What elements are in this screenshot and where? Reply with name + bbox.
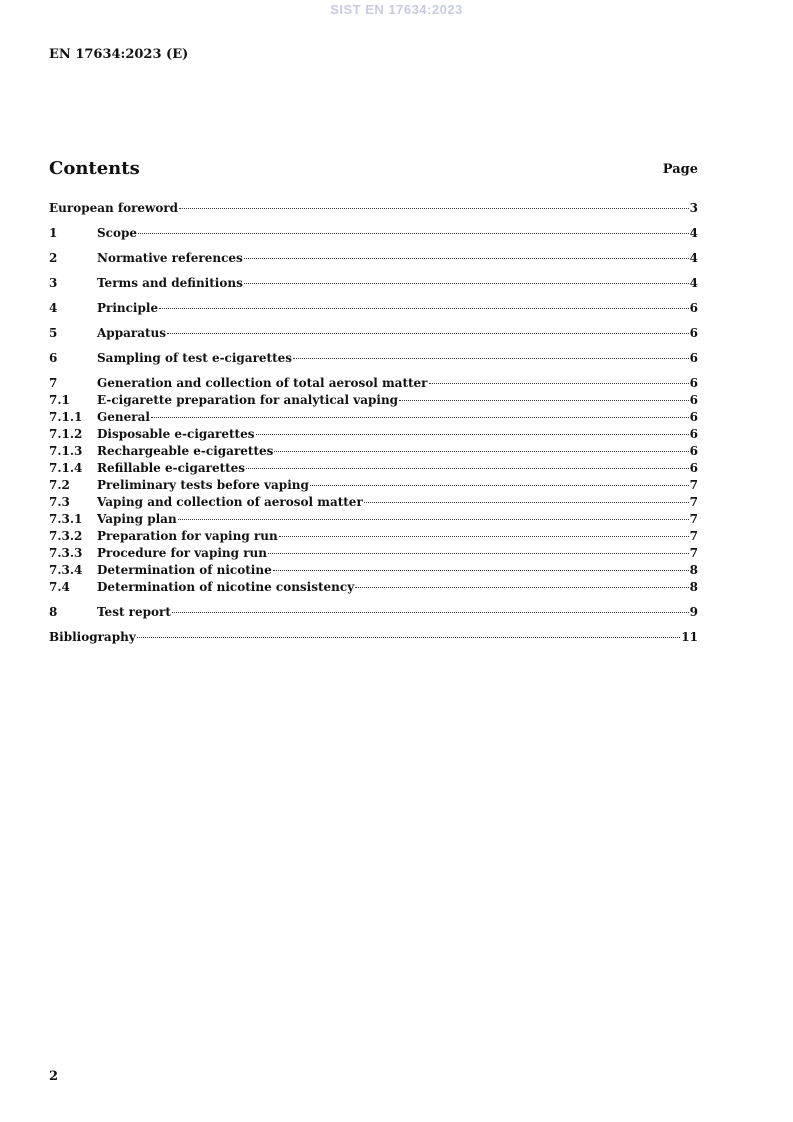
toc-entry[interactable] bbox=[49, 511, 698, 528]
toc-entry-page: 9 bbox=[689, 605, 698, 619]
toc-entry[interactable] bbox=[49, 562, 698, 579]
toc-entry-page: 6 bbox=[689, 410, 698, 424]
toc-entry-title: European foreword bbox=[49, 201, 179, 215]
toc-entry-page: 7 bbox=[689, 529, 698, 543]
toc-entry-title: Test report bbox=[97, 605, 171, 619]
toc-leader-dots bbox=[399, 400, 689, 401]
toc-entry-page: 7 bbox=[689, 546, 698, 560]
page-number: 2 bbox=[49, 1069, 59, 1084]
toc-entry-number: 7.4 bbox=[49, 580, 70, 594]
toc-entry-number: 6 bbox=[49, 351, 58, 365]
toc-entry-number: 7.1 bbox=[49, 393, 70, 407]
toc-entry-number: 7.1.1 bbox=[49, 410, 83, 424]
toc-entry[interactable] bbox=[49, 494, 698, 511]
toc-entry[interactable] bbox=[49, 477, 698, 494]
toc-entry[interactable] bbox=[49, 629, 698, 646]
toc-entry[interactable] bbox=[49, 545, 698, 562]
toc-leader-dots bbox=[364, 502, 689, 503]
toc-entry-number: 7.3.1 bbox=[49, 512, 83, 526]
toc-entry-number: 7.3.3 bbox=[49, 546, 83, 560]
toc-entry-number: 7.3 bbox=[49, 495, 70, 509]
toc-entry-page: 6 bbox=[689, 461, 698, 475]
toc-entry-page: 7 bbox=[689, 495, 698, 509]
toc-entry[interactable] bbox=[49, 200, 698, 217]
toc-entry[interactable] bbox=[49, 579, 698, 596]
toc-leader-dots bbox=[274, 451, 688, 452]
toc-entry-page: 8 bbox=[689, 563, 698, 577]
toc-leader-dots bbox=[159, 308, 689, 309]
toc-entry-number: 7.1.2 bbox=[49, 427, 83, 441]
toc-leader-dots bbox=[355, 587, 688, 588]
toc-entry-page: 6 bbox=[689, 326, 698, 340]
toc-entry-title: Generation and collection of total aerosol matter bbox=[97, 376, 428, 390]
toc-entry-number: 7.2 bbox=[49, 478, 70, 492]
toc-entry[interactable] bbox=[49, 275, 698, 292]
toc-entry-title: Vaping plan bbox=[97, 512, 177, 526]
toc-entry-page: 6 bbox=[689, 351, 698, 365]
toc-entry-number: 8 bbox=[49, 605, 58, 619]
toc-leader-dots bbox=[256, 434, 689, 435]
toc-entry[interactable] bbox=[49, 325, 698, 342]
toc-entry[interactable] bbox=[49, 392, 698, 409]
toc-entry[interactable] bbox=[49, 426, 698, 443]
toc-entry-number: 7.3.2 bbox=[49, 529, 83, 543]
toc-entry-page: 11 bbox=[681, 630, 698, 644]
toc-entry-title: Rechargeable e-cigarettes bbox=[97, 444, 274, 458]
toc-leader-dots bbox=[310, 485, 689, 486]
toc-entry-page: 6 bbox=[689, 427, 698, 441]
page-column-label: Page bbox=[662, 162, 698, 177]
toc-leader-dots bbox=[137, 637, 681, 638]
toc-entry-page: 6 bbox=[689, 444, 698, 458]
toc-entry-title: Determination of nicotine consistency bbox=[97, 580, 355, 594]
toc-entry[interactable] bbox=[49, 409, 698, 426]
toc-entry-page: 4 bbox=[689, 251, 698, 265]
toc-entry-title: Preliminary tests before vaping bbox=[97, 478, 309, 492]
toc-entry[interactable] bbox=[49, 443, 698, 460]
toc-leader-dots bbox=[167, 333, 689, 334]
toc-entry-page: 3 bbox=[689, 201, 698, 215]
toc-entry-title: Refillable e-cigarettes bbox=[97, 461, 246, 475]
toc-entry-page: 7 bbox=[689, 478, 698, 492]
toc-entry-title: Apparatus bbox=[97, 326, 166, 340]
toc-leader-dots bbox=[172, 612, 689, 613]
toc-leader-dots bbox=[273, 570, 689, 571]
toc-entry-number: 4 bbox=[49, 301, 58, 315]
toc-entry-number: 2 bbox=[49, 251, 58, 265]
toc-entry-page: 4 bbox=[689, 276, 698, 290]
toc-entry-number: 7.1.4 bbox=[49, 461, 83, 475]
toc-leader-dots bbox=[151, 417, 689, 418]
toc-entry[interactable] bbox=[49, 350, 698, 367]
toc-leader-dots bbox=[178, 519, 689, 520]
toc-entry-page: 6 bbox=[689, 301, 698, 315]
toc-entry-title: Principle bbox=[97, 301, 159, 315]
toc-entry-page: 8 bbox=[689, 580, 698, 594]
toc-entry-title: Normative references bbox=[97, 251, 243, 265]
toc-entry[interactable] bbox=[49, 250, 698, 267]
toc-entry-title: Preparation for vaping run bbox=[97, 529, 278, 543]
table-of-contents bbox=[49, 200, 698, 646]
toc-entry-title: Procedure for vaping run bbox=[97, 546, 267, 560]
toc-entry-title: E-cigarette preparation for analytical vaping bbox=[97, 393, 399, 407]
toc-entry-number: 1 bbox=[49, 226, 58, 240]
toc-entry-page: 6 bbox=[689, 393, 698, 407]
document-id: EN 17634:2023 (E) bbox=[49, 47, 189, 62]
toc-entry-title: Terms and definitions bbox=[97, 276, 243, 290]
toc-leader-dots bbox=[179, 208, 689, 209]
toc-entry-title: Vaping and collection of aerosol matter bbox=[97, 495, 363, 509]
toc-entry[interactable] bbox=[49, 375, 698, 392]
toc-leader-dots bbox=[293, 358, 689, 359]
toc-leader-dots bbox=[138, 233, 689, 234]
toc-leader-dots bbox=[244, 283, 689, 284]
toc-entry-number: 7.1.3 bbox=[49, 444, 83, 458]
toc-entry[interactable] bbox=[49, 460, 698, 477]
toc-leader-dots bbox=[268, 553, 689, 554]
toc-leader-dots bbox=[244, 258, 689, 259]
toc-entry[interactable] bbox=[49, 300, 698, 317]
toc-entry-page: 7 bbox=[689, 512, 698, 526]
toc-entry-title: Sampling of test e-cigarettes bbox=[97, 351, 293, 365]
toc-entry[interactable] bbox=[49, 528, 698, 545]
toc-entry-title: Bibliography bbox=[49, 630, 136, 644]
contents-heading: Contents bbox=[49, 158, 140, 179]
watermark: SIST EN 17634:2023 bbox=[330, 2, 463, 17]
toc-entry-page: 4 bbox=[689, 226, 698, 240]
toc-entry-title: General bbox=[97, 410, 150, 424]
toc-leader-dots bbox=[429, 383, 689, 384]
toc-entry-page: 6 bbox=[689, 376, 698, 390]
toc-entry-title: Disposable e-cigarettes bbox=[97, 427, 255, 441]
toc-entry-number: 7.3.4 bbox=[49, 563, 83, 577]
toc-entry[interactable] bbox=[49, 604, 698, 621]
toc-leader-dots bbox=[246, 468, 689, 469]
toc-entry-number: 7 bbox=[49, 376, 58, 390]
toc-entry-number: 5 bbox=[49, 326, 58, 340]
toc-entry-title: Scope bbox=[97, 226, 138, 240]
toc-leader-dots bbox=[279, 536, 689, 537]
toc-entry[interactable] bbox=[49, 225, 698, 242]
toc-entry-title: Determination of nicotine bbox=[97, 563, 272, 577]
toc-entry-number: 3 bbox=[49, 276, 58, 290]
